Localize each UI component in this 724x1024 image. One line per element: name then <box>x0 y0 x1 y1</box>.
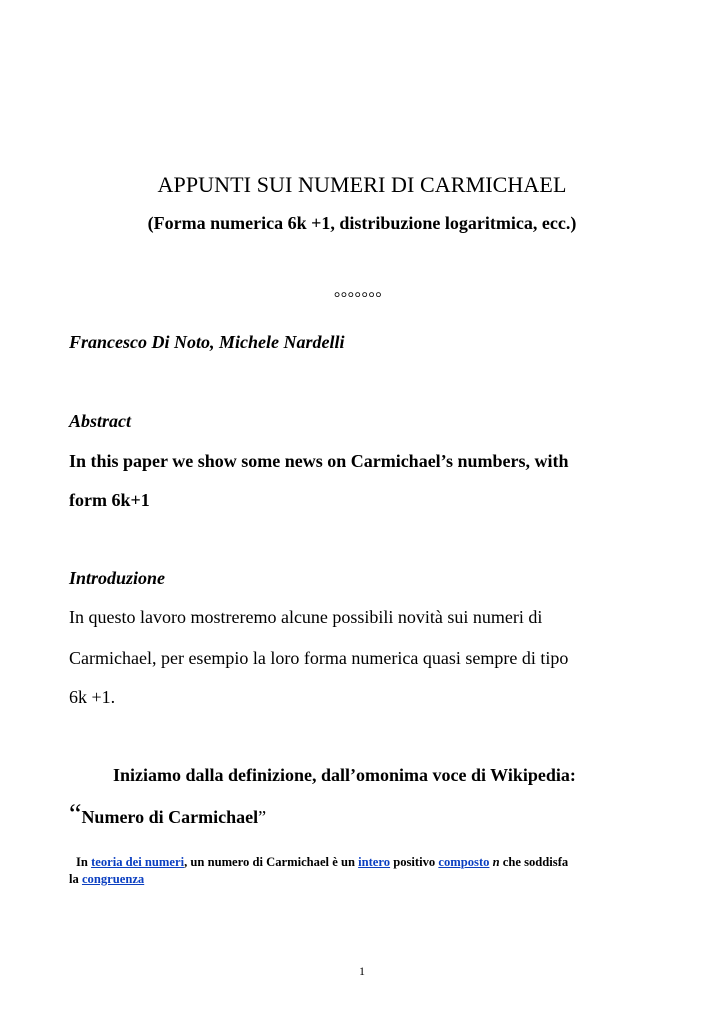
introduction-line-1: In questo lavoro mostreremo alcune possibili novità sui numeri di <box>69 607 543 627</box>
definition-suffix: che soddisfa <box>499 855 569 869</box>
open-quote: “ <box>69 799 82 830</box>
document-subtitle: (Forma numerica 6k +1, distribuzione logaritmica, ecc.) <box>147 213 577 233</box>
definition-line-1 <box>76 855 568 870</box>
definition-middle-2: positivo <box>390 855 439 869</box>
definition-middle-1: , un numero di Carmichael è un <box>184 855 359 869</box>
document-title: APPUNTI SUI NUMERI DI CARMICHAEL <box>157 172 567 197</box>
link-intero[interactable]: intero <box>358 855 391 869</box>
page-number: 1 <box>359 964 365 978</box>
introduction-line-3: 6k +1. <box>69 687 116 707</box>
variable-n: n <box>492 855 500 869</box>
definition-line-2-prefix: la <box>69 872 82 886</box>
authors: Francesco Di Noto, Michele Nardelli <box>69 332 345 352</box>
separator: °°°°°°° <box>333 290 383 307</box>
link-composto[interactable]: composto <box>438 855 490 869</box>
link-congruenza[interactable]: congruenza <box>81 872 145 886</box>
definition-line-2 <box>69 872 144 887</box>
link-teoria-dei-numeri[interactable]: teoria dei numeri <box>91 855 185 869</box>
introduction-line-2: Carmichael, per esempio la loro forma numerica quasi sempre di tipo <box>69 648 569 668</box>
introduction-heading: Introduzione <box>69 568 166 588</box>
quote-title-text: Numero di Carmichael <box>81 807 259 827</box>
abstract-heading: Abstract <box>69 411 132 431</box>
abstract-line-1: In this paper we show some news on Carmichael’s numbers, with <box>69 451 569 471</box>
abstract-line-2: form 6k+1 <box>69 490 150 510</box>
close-quote: ” <box>258 807 267 827</box>
lead-paragraph: Iniziamo dalla definizione, dall’omonima voce di Wikipedia: <box>113 765 576 785</box>
definition-prefix: In <box>76 855 92 869</box>
quote-title <box>69 799 267 830</box>
